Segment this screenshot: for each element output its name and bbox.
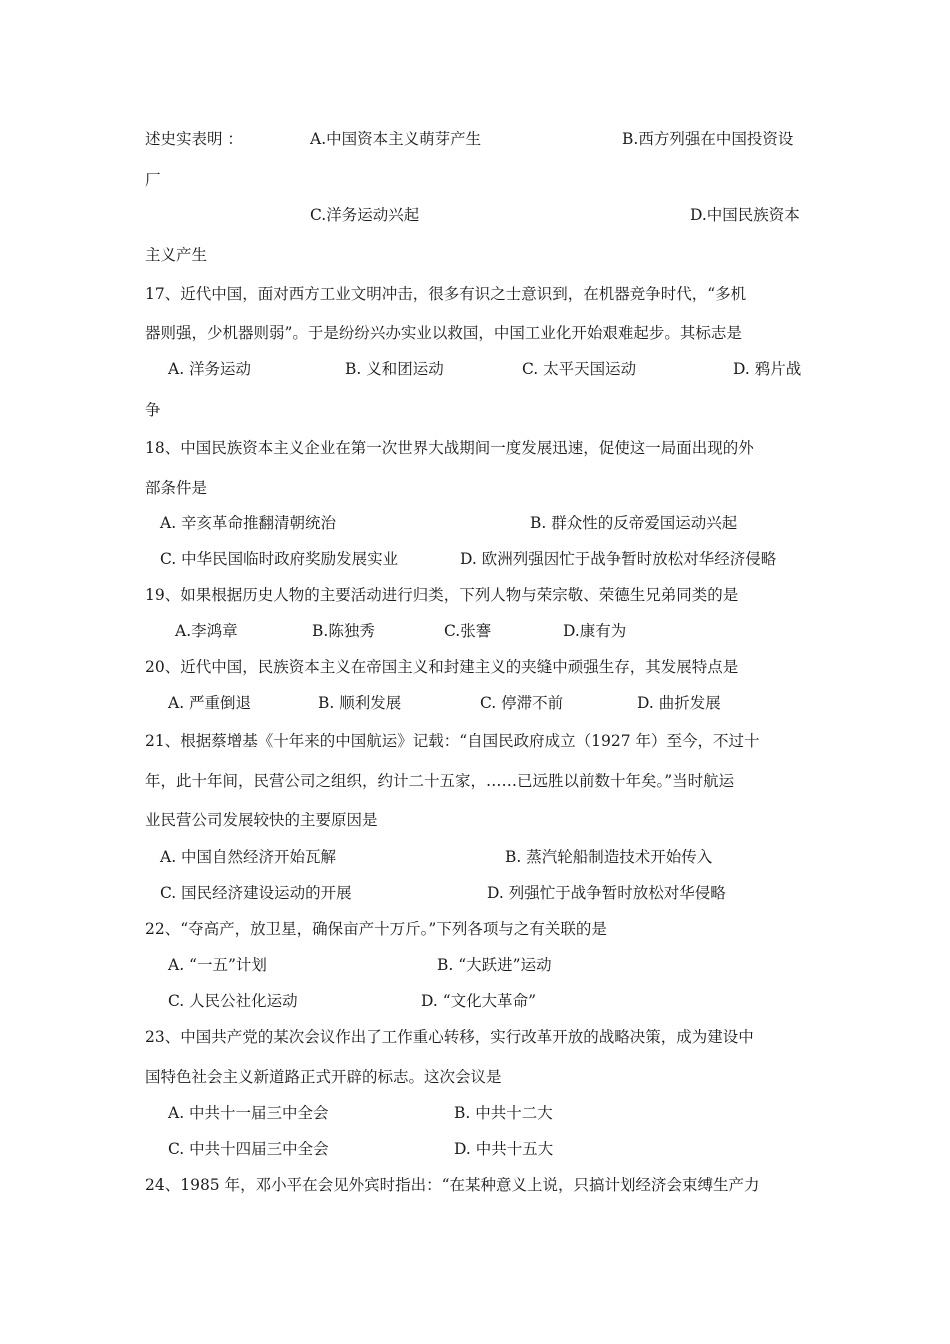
q17-stem-line1: 17、近代中国，面对西方工业文明冲击，很多有识之士意识到，在机器竞争时代，“多机 — [145, 285, 747, 303]
q23-stem-line2: 国特色社会主义新道路正式开辟的标志。这次会议是 — [145, 1068, 502, 1086]
q21-stem-line3: 业民营公司发展较快的主要原因是 — [145, 811, 378, 829]
q18-stem-line2: 部条件是 — [145, 479, 208, 497]
q18-option-d: D. 欧洲列强因忙于战争暂时放松对华经济侵略 — [460, 550, 777, 568]
q20-stem-line1: 20、近代中国，民族资本主义在帝国主义和封建主义的夹缝中顽强生存，其发展特点是 — [145, 658, 739, 676]
q17-option-a: A. 洋务运动 — [168, 360, 252, 378]
q20-option-a: A. 严重倒退 — [168, 694, 252, 712]
q22-stem-line1: 22、“夺高产，放卫星，确保亩产十万斤。”下列各项与之有关联的是 — [145, 920, 607, 938]
q21-option-c: C. 国民经济建设运动的开展 — [160, 884, 352, 902]
q20-option-d: D. 曲折发展 — [637, 694, 721, 712]
q23-stem-line1: 23、中国共产党的某次会议作出了工作重心转移，实行改革开放的战略决策，成为建设中 — [145, 1028, 754, 1046]
q16-option-b: B.西方列强在中国投资设 — [622, 130, 794, 148]
q24-stem-line1: 24、1985 年，邓小平在会见外宾时指出：“在某种意义上说，只搞计划经济会束缚生产力 — [145, 1176, 760, 1194]
q17-option-d: D. 鸦片战 — [733, 360, 802, 378]
q22-option-b: B. “大跃进”运动 — [437, 956, 552, 974]
q21-stem-line1: 21、根据蔡增基《十年来的中国航运》记载：“自国民政府成立（1927 年）至今，不过十 — [145, 732, 760, 750]
q21-stem-line2: 年，此十年间，民营公司之组织，约计二十五家，……已远胜以前数十年矣。”当时航运 — [145, 772, 735, 790]
q18-stem-line1: 18、中国民族资本主义企业在第一次世界大战期间一度发展迅速，促使这一局面出现的外 — [145, 439, 754, 457]
q16-option-d-wrap: 主义产生 — [145, 246, 208, 264]
q22-option-d: D. “文化大革命” — [421, 992, 537, 1010]
q18-option-b: B. 群众性的反帝爱国运动兴起 — [530, 514, 738, 532]
q18-option-c: C. 中华民国临时政府奖励发展实业 — [160, 550, 399, 568]
q19-option-d: D.康有为 — [563, 622, 627, 640]
q16-option-a: A.中国资本主义萌芽产生 — [310, 130, 482, 148]
q16-stem-tail: 述史实表明 ： — [145, 130, 243, 148]
q19-option-b: B.陈独秀 — [312, 622, 375, 640]
q21-option-d: D. 列强忙于战争暂时放松对华侵略 — [487, 884, 726, 902]
q20-option-c: C. 停滞不前 — [480, 694, 564, 712]
q21-option-a: A. 中国自然经济开始瓦解 — [160, 848, 337, 866]
q19-option-a: A.李鸿章 — [175, 622, 238, 640]
q17-option-c: C. 太平天国运动 — [522, 360, 637, 378]
q16-option-c: C.洋务运动兴起 — [310, 206, 420, 224]
q18-option-a: A. 辛亥革命推翻清朝统治 — [160, 514, 337, 532]
q19-option-c: C.张謇 — [444, 622, 492, 640]
q20-option-b: B. 顺利发展 — [318, 694, 402, 712]
q17-option-d-wrap: 争 — [145, 401, 161, 419]
q17-option-b: B. 义和团运动 — [345, 360, 444, 378]
q21-option-b: B. 蒸汽轮船制造技术开始传入 — [505, 848, 713, 866]
q23-option-a: A. 中共十一届三中全会 — [168, 1104, 329, 1122]
q23-option-c: C. 中共十四届三中全会 — [168, 1140, 329, 1158]
q22-option-c: C. 人民公社化运动 — [168, 992, 298, 1010]
q22-option-a: A. “一五”计划 — [168, 956, 267, 974]
q19-stem-line1: 19、如果根据历史人物的主要活动进行归类，下列人物与荣宗敬、荣德生兄弟同类的是 — [145, 586, 739, 604]
q17-stem-line2: 器则强，少机器则弱”。于是纷纷兴办实业以救国，中国工业化开始艰难起步。其标志是 — [145, 324, 742, 342]
q23-option-d: D. 中共十五大 — [454, 1140, 554, 1158]
q16-option-b-wrap: 厂 — [145, 171, 161, 189]
q23-option-b: B. 中共十二大 — [454, 1104, 553, 1122]
q16-option-d: D.中国民族资本 — [690, 206, 800, 224]
